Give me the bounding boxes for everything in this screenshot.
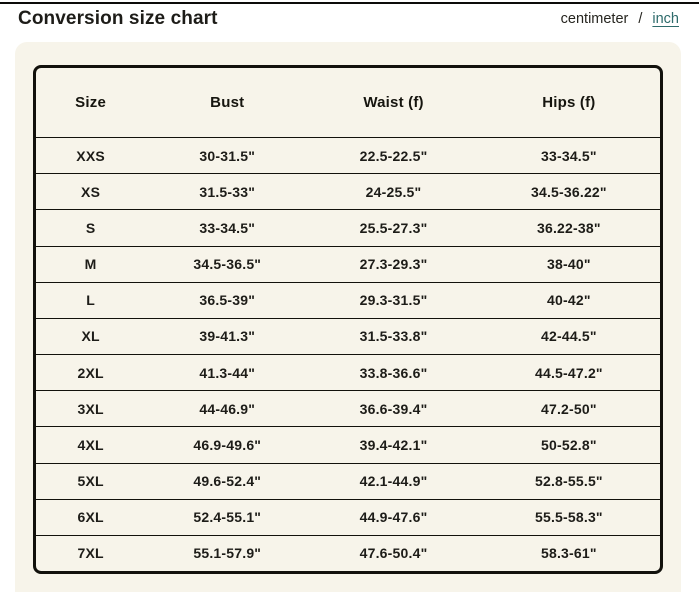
measurement-cell: 39-41.3" bbox=[199, 328, 256, 345]
size-cell: M bbox=[84, 256, 97, 273]
size-cell: 3XL bbox=[77, 400, 104, 417]
column-header: Hips (f) bbox=[542, 94, 596, 111]
measurement-cell: 38-40" bbox=[547, 256, 591, 273]
measurement-cell: 39.4-42.1" bbox=[359, 436, 428, 453]
size-chart-table bbox=[33, 65, 663, 574]
measurement-cell: 33-34.5" bbox=[541, 147, 597, 164]
size-cell: 2XL bbox=[77, 364, 104, 381]
measurement-cell: 36.22-38" bbox=[537, 219, 601, 236]
measurement-cell: 44-46.9" bbox=[199, 400, 256, 417]
measurement-cell: 31.5-33" bbox=[199, 183, 256, 200]
unit-inch-button[interactable]: inch bbox=[652, 11, 679, 27]
size-cell: 4XL bbox=[77, 436, 104, 453]
measurement-cell: 24-25.5" bbox=[365, 183, 422, 200]
table-row bbox=[36, 426, 660, 462]
measurement-cell: 29.3-31.5" bbox=[359, 292, 428, 309]
table-row bbox=[36, 463, 660, 499]
table-row bbox=[36, 282, 660, 318]
column-header: Waist (f) bbox=[363, 94, 424, 111]
measurement-cell: 52.8-55.5" bbox=[534, 473, 603, 490]
measurement-cell: 36.5-39" bbox=[199, 292, 256, 309]
unit-centimeter-button[interactable]: centimeter bbox=[560, 11, 629, 27]
size-cell: XL bbox=[81, 328, 100, 345]
size-cell: 7XL bbox=[77, 545, 104, 562]
measurement-cell: 55.1-57.9" bbox=[193, 545, 262, 562]
measurement-cell: 50-52.8" bbox=[541, 436, 597, 453]
table-row bbox=[36, 499, 660, 535]
table-row bbox=[36, 173, 660, 209]
table-row bbox=[36, 246, 660, 282]
measurement-cell: 36.6-39.4" bbox=[359, 400, 428, 417]
size-chart-header bbox=[18, 8, 679, 30]
column-header: Bust bbox=[210, 94, 245, 111]
measurement-cell: 52.4-55.1" bbox=[193, 509, 262, 526]
measurement-cell: 34.5-36.5" bbox=[193, 256, 262, 273]
size-cell: 5XL bbox=[77, 473, 104, 490]
measurement-cell: 25.5-27.3" bbox=[359, 219, 428, 236]
measurement-cell: 31.5-33.8" bbox=[359, 328, 428, 345]
size-cell: 6XL bbox=[77, 509, 104, 526]
measurement-cell: 55.5-58.3" bbox=[534, 509, 603, 526]
table-row bbox=[36, 390, 660, 426]
page-title: Conversion size chart bbox=[18, 8, 218, 29]
size-cell: XS bbox=[81, 183, 101, 200]
measurement-cell: 40-42" bbox=[547, 292, 591, 309]
measurement-cell: 49.6-52.4" bbox=[193, 473, 262, 490]
table-row bbox=[36, 209, 660, 245]
measurement-cell: 34.5-36.22" bbox=[530, 183, 607, 200]
size-chart-head bbox=[36, 68, 660, 137]
measurement-cell: 22.5-22.5" bbox=[359, 147, 428, 164]
column-header: Size bbox=[75, 94, 106, 111]
unit-separator: / bbox=[638, 11, 643, 27]
table-row bbox=[36, 354, 660, 390]
measurement-cell: 41.3-44" bbox=[199, 364, 256, 381]
measurement-cell: 47.6-50.4" bbox=[359, 545, 428, 562]
measurement-cell: 46.9-49.6" bbox=[193, 436, 262, 453]
measurement-cell: 42.1-44.9" bbox=[359, 473, 428, 490]
measurement-cell: 42-44.5" bbox=[541, 328, 597, 345]
measurement-cell: 47.2-50" bbox=[541, 400, 597, 417]
table-row bbox=[36, 137, 660, 173]
measurement-cell: 33-34.5" bbox=[199, 219, 256, 236]
measurement-cell: 44.5-47.2" bbox=[534, 364, 603, 381]
measurement-cell: 33.8-36.6" bbox=[359, 364, 428, 381]
table-row bbox=[36, 535, 660, 571]
top-divider bbox=[0, 2, 699, 4]
size-cell: S bbox=[85, 219, 96, 236]
unit-toggle bbox=[561, 11, 679, 27]
size-chart-card bbox=[15, 42, 681, 592]
measurement-cell: 30-31.5" bbox=[199, 147, 256, 164]
size-cell: XXS bbox=[76, 147, 105, 164]
measurement-cell: 27.3-29.3" bbox=[359, 256, 428, 273]
table-row bbox=[36, 318, 660, 354]
measurement-cell: 44.9-47.6" bbox=[359, 509, 428, 526]
measurement-cell: 58.3-61" bbox=[541, 545, 597, 562]
size-cell: L bbox=[86, 292, 95, 309]
